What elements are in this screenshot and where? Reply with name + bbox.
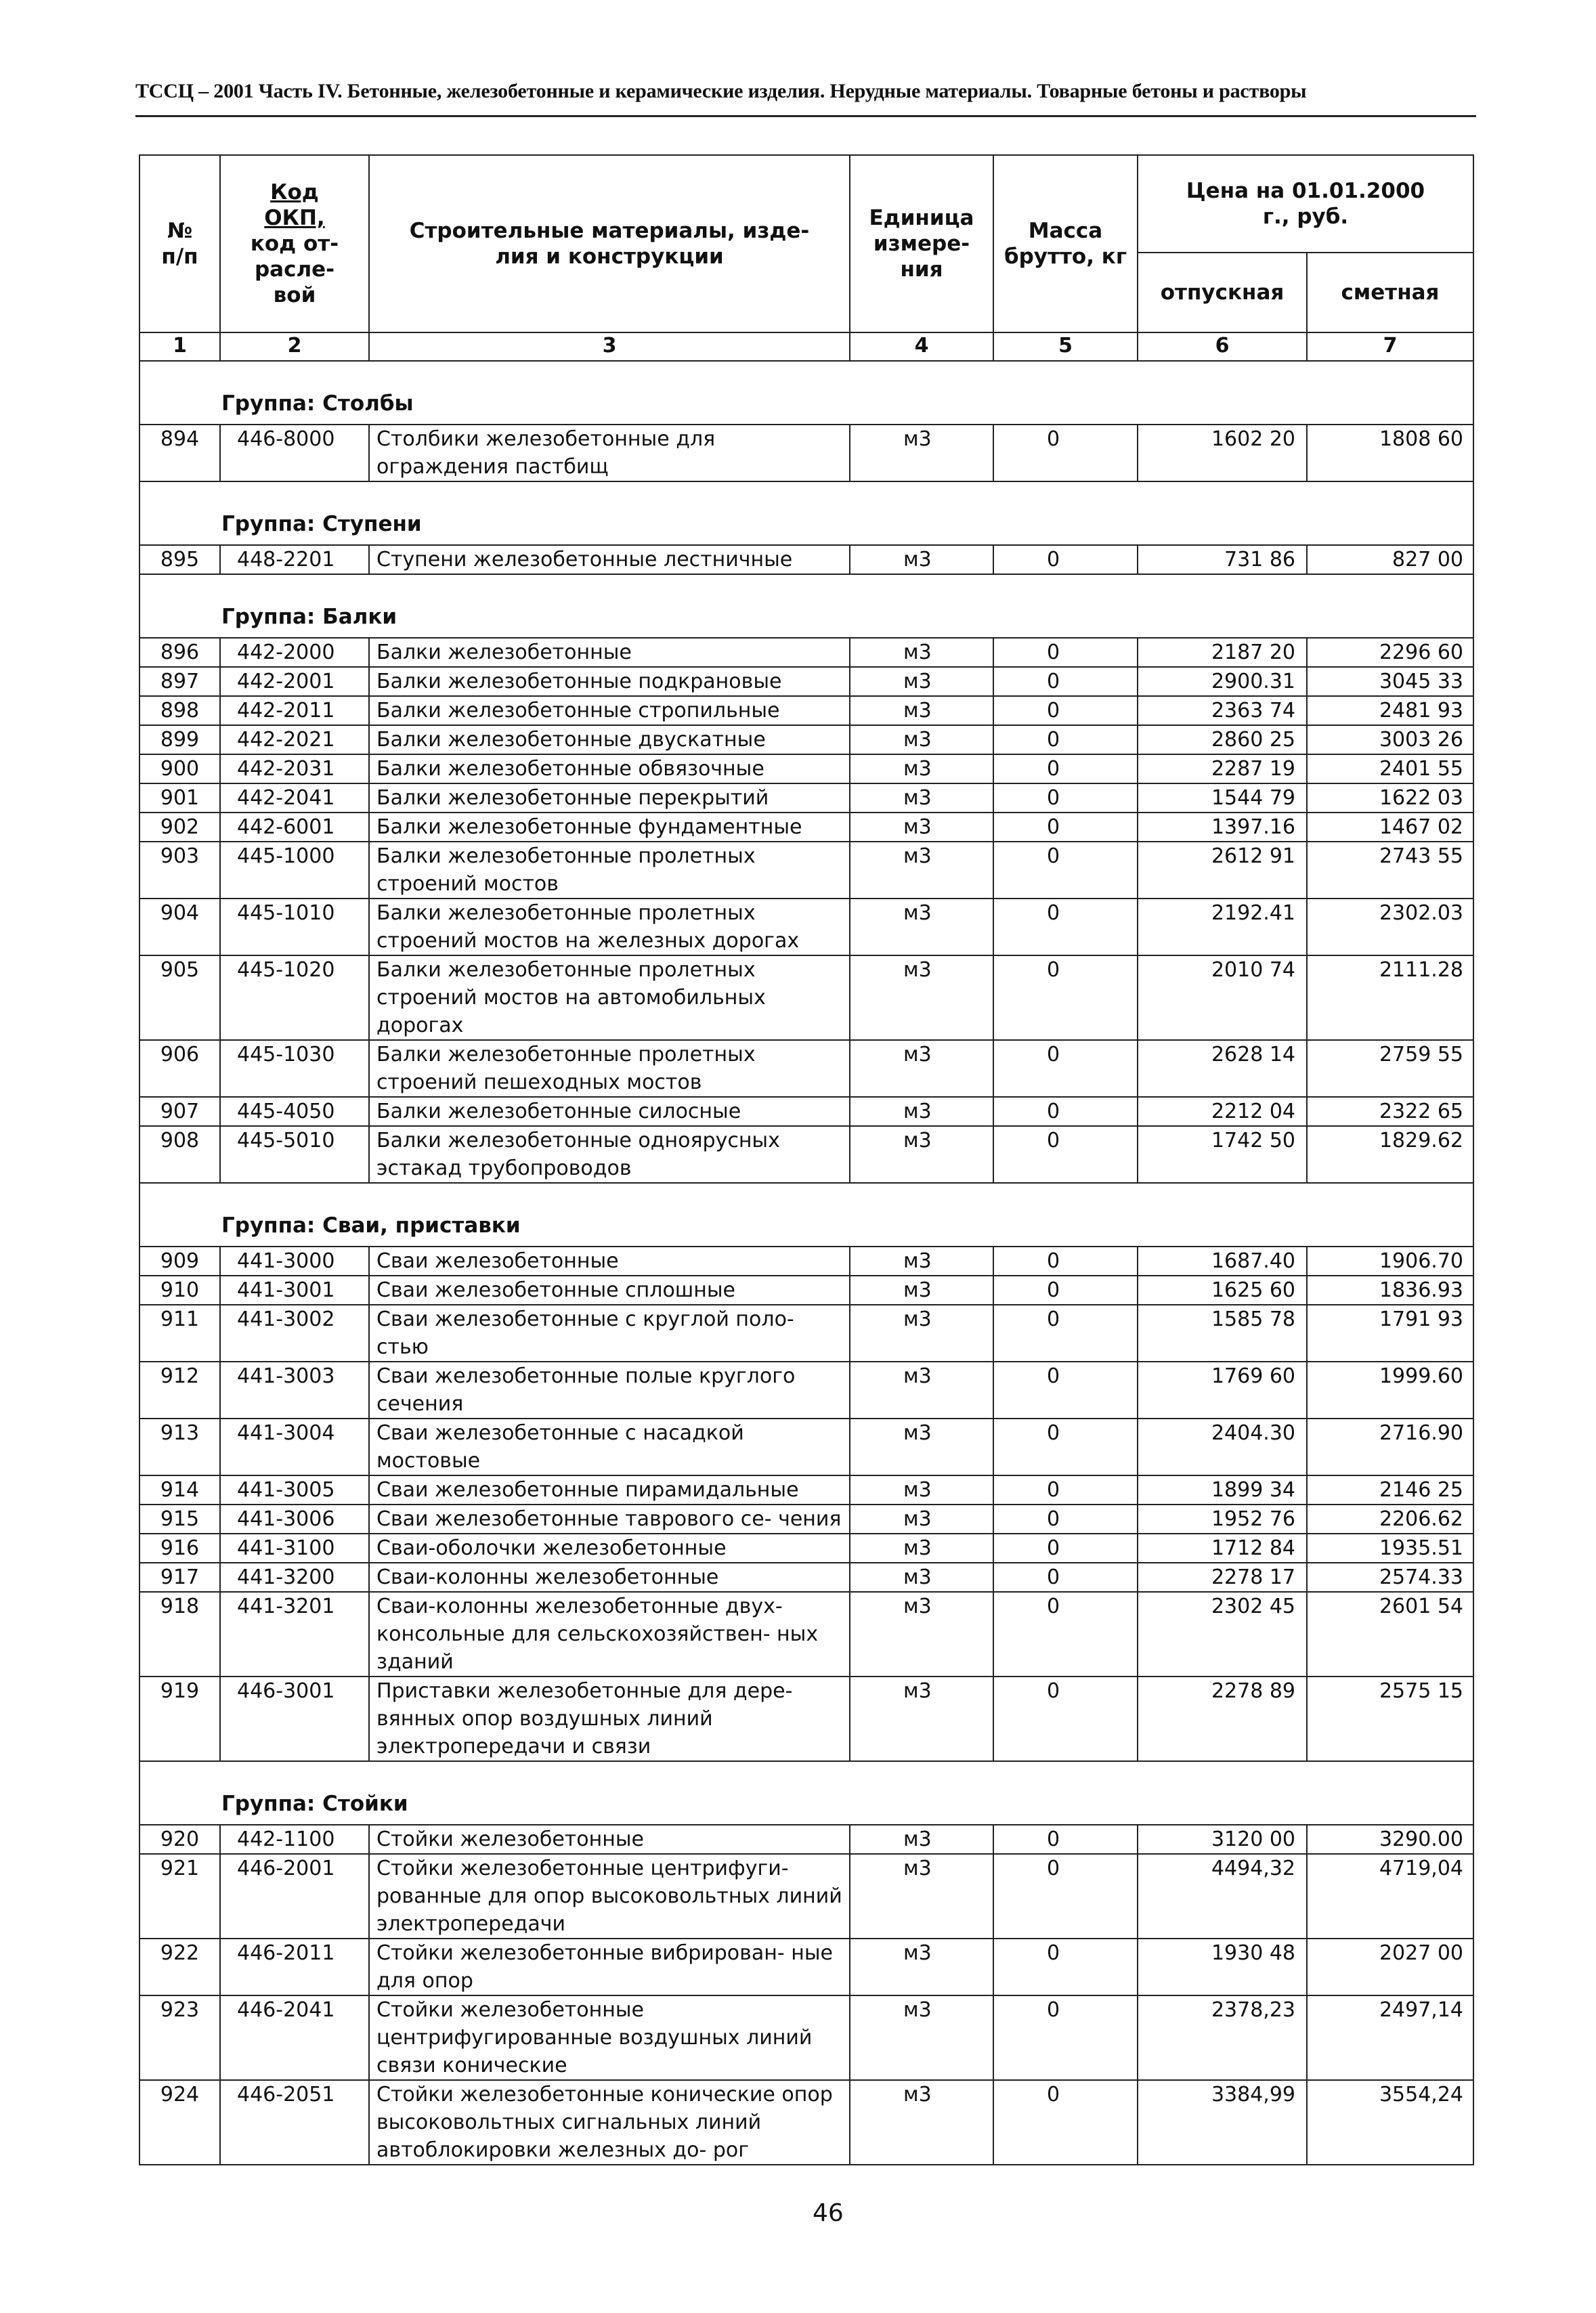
table-row — [139, 545, 1473, 574]
okp-code: 442-2011 — [220, 696, 369, 725]
row-number: 918 — [139, 1592, 220, 1677]
table-row — [139, 1362, 1473, 1419]
unit-of-measure: м3 — [850, 1097, 993, 1126]
row-number: 908 — [139, 1126, 220, 1183]
estimate-price: 2759 55 — [1307, 1040, 1473, 1097]
price-release-header: отпускная — [1138, 253, 1307, 332]
okp-code: 445-1000 — [220, 842, 369, 899]
row-number: 895 — [139, 545, 220, 574]
gross-mass: 0 — [993, 813, 1138, 842]
estimate-price: 3045 33 — [1307, 667, 1473, 696]
estimate-price: 1935.51 — [1307, 1534, 1473, 1563]
column-number: 6 — [1138, 332, 1307, 361]
material-name: Стойки железобетонные центрифуги- рованные для опор высоковольтных линий электропередачи — [369, 1854, 850, 1939]
release-price: 1544 79 — [1138, 783, 1307, 813]
num-column-header — [139, 155, 220, 332]
release-price: 1602 20 — [1138, 425, 1307, 481]
okp-code: 441-3001 — [220, 1276, 369, 1305]
okp-code: 442-2001 — [220, 667, 369, 696]
okp-code: 446-2011 — [220, 1939, 369, 1995]
unit-of-measure: м3 — [850, 899, 993, 955]
release-price: 2010 74 — [1138, 955, 1307, 1040]
okp-code: 442-2000 — [220, 638, 369, 667]
unit-of-measure: м3 — [850, 1505, 993, 1534]
table-row — [139, 725, 1473, 754]
estimate-price: 2027 00 — [1307, 1939, 1473, 1995]
estimate-price: 2206.62 — [1307, 1505, 1473, 1534]
release-price: 2860 25 — [1138, 725, 1307, 754]
okp-code: 441-3201 — [220, 1592, 369, 1677]
table-row — [139, 1854, 1473, 1939]
release-price: 2900.31 — [1138, 667, 1307, 696]
group-title: Группа: Ступени — [139, 481, 1473, 545]
code-header-line-2: ОКП, — [264, 206, 325, 230]
gross-mass: 0 — [993, 2080, 1138, 2165]
code-column-header — [220, 155, 369, 332]
row-number: 898 — [139, 696, 220, 725]
okp-code: 446-2001 — [220, 1854, 369, 1939]
unit-of-measure: м3 — [850, 545, 993, 574]
num-header-line-2: п/п — [161, 244, 198, 269]
material-name: Сваи-оболочки железобетонные — [369, 1534, 850, 1563]
unit-of-measure: м3 — [850, 1126, 993, 1183]
unit-of-measure: м3 — [850, 725, 993, 754]
material-name: Балки железобетонные пролетных строений мостов на железных дорогах — [369, 899, 850, 955]
okp-code: 442-2031 — [220, 754, 369, 783]
material-name: Балки железобетонные обвязочные — [369, 754, 850, 783]
material-name: Сваи железобетонные пирамидальные — [369, 1475, 850, 1505]
table-row — [139, 783, 1473, 813]
unit-of-measure: м3 — [850, 667, 993, 696]
material-name: Балки железобетонные пролетных строений мостов — [369, 842, 850, 899]
okp-code: 448-2201 — [220, 545, 369, 574]
estimate-price: 2296 60 — [1307, 638, 1473, 667]
estimate-price: 2497,14 — [1307, 1995, 1473, 2080]
okp-code: 441-3100 — [220, 1534, 369, 1563]
release-price: 1687.40 — [1138, 1247, 1307, 1276]
estimate-price: 2743 55 — [1307, 842, 1473, 899]
unit-of-measure: м3 — [850, 1419, 993, 1475]
table-row — [139, 667, 1473, 696]
gross-mass: 0 — [993, 754, 1138, 783]
material-name: Сваи железобетонные — [369, 1247, 850, 1276]
okp-code: 445-1030 — [220, 1040, 369, 1097]
table-row — [139, 696, 1473, 725]
material-name: Сваи железобетонные полые круглого сечения — [369, 1362, 850, 1419]
table-row — [139, 2080, 1473, 2165]
gross-mass: 0 — [993, 1563, 1138, 1592]
table-row — [139, 1995, 1473, 2080]
material-name: Балки железобетонные пролетных строений пешеходных мостов — [369, 1040, 850, 1097]
unit-of-measure: м3 — [850, 1995, 993, 2080]
row-number: 910 — [139, 1276, 220, 1305]
price-estimate-header: сметная — [1307, 253, 1473, 332]
okp-code: 441-3003 — [220, 1362, 369, 1419]
code-header-line-1: Код — [270, 180, 319, 204]
row-number: 897 — [139, 667, 220, 696]
estimate-price: 2401 55 — [1307, 754, 1473, 783]
okp-code: 442-1100 — [220, 1825, 369, 1854]
column-number: 4 — [850, 332, 993, 361]
release-price: 1742 50 — [1138, 1126, 1307, 1183]
unit-of-measure: м3 — [850, 1592, 993, 1677]
unit-of-measure: м3 — [850, 638, 993, 667]
release-price: 1585 78 — [1138, 1305, 1307, 1362]
gross-mass: 0 — [993, 1475, 1138, 1505]
material-name: Балки железобетонные фундаментные — [369, 813, 850, 842]
table-row — [139, 1126, 1473, 1183]
row-number: 905 — [139, 955, 220, 1040]
unit-of-measure: м3 — [850, 1362, 993, 1419]
unit-of-measure: м3 — [850, 955, 993, 1040]
code-header-line-5: вой — [273, 283, 316, 307]
material-name: Балки железобетонные перекрытий — [369, 783, 850, 813]
gross-mass: 0 — [993, 1419, 1138, 1475]
gross-mass: 0 — [993, 696, 1138, 725]
row-number: 901 — [139, 783, 220, 813]
estimate-price: 3003 26 — [1307, 725, 1473, 754]
table-row — [139, 899, 1473, 955]
gross-mass: 0 — [993, 1305, 1138, 1362]
okp-code: 445-1020 — [220, 955, 369, 1040]
row-number: 924 — [139, 2080, 220, 2165]
table-row — [139, 1040, 1473, 1097]
column-number: 5 — [993, 332, 1138, 361]
release-price: 2628 14 — [1138, 1040, 1307, 1097]
row-number: 904 — [139, 899, 220, 955]
unit-of-measure: м3 — [850, 1040, 993, 1097]
gross-mass: 0 — [993, 842, 1138, 899]
num-header-line-1: № — [167, 219, 193, 243]
gross-mass: 0 — [993, 1362, 1138, 1419]
estimate-price: 2481 93 — [1307, 696, 1473, 725]
gross-mass: 0 — [993, 1505, 1138, 1534]
row-number: 922 — [139, 1939, 220, 1995]
gross-mass: 0 — [993, 1592, 1138, 1677]
table-row — [139, 425, 1473, 481]
okp-code: 441-3006 — [220, 1505, 369, 1534]
release-price: 3120 00 — [1138, 1825, 1307, 1854]
group-title: Группа: Стойки — [139, 1761, 1473, 1825]
estimate-price: 2574.33 — [1307, 1563, 1473, 1592]
okp-code: 445-1010 — [220, 899, 369, 955]
material-name: Сваи железобетонные таврового се- чения — [369, 1505, 850, 1534]
unit-of-measure: м3 — [850, 1677, 993, 1761]
gross-mass: 0 — [993, 1854, 1138, 1939]
row-number: 902 — [139, 813, 220, 842]
table-row — [139, 638, 1473, 667]
table-row — [139, 1247, 1473, 1276]
table-row — [139, 813, 1473, 842]
unit-of-measure: м3 — [850, 1247, 993, 1276]
gross-mass: 0 — [993, 1677, 1138, 1761]
okp-code: 442-6001 — [220, 813, 369, 842]
release-price: 2278 17 — [1138, 1563, 1307, 1592]
estimate-price: 1791 93 — [1307, 1305, 1473, 1362]
row-number: 914 — [139, 1475, 220, 1505]
row-number: 913 — [139, 1419, 220, 1475]
estimate-price: 2716.90 — [1307, 1419, 1473, 1475]
estimate-price: 2601 54 — [1307, 1592, 1473, 1677]
release-price: 3384,99 — [1138, 2080, 1307, 2165]
release-price: 2212 04 — [1138, 1097, 1307, 1126]
table-row — [139, 1419, 1473, 1475]
okp-code: 441-3005 — [220, 1475, 369, 1505]
gross-mass: 0 — [993, 1825, 1138, 1854]
column-number: 7 — [1307, 332, 1473, 361]
estimate-price: 4719,04 — [1307, 1854, 1473, 1939]
release-price: 2378,23 — [1138, 1995, 1307, 2080]
okp-code: 441-3000 — [220, 1247, 369, 1276]
table-row — [139, 1505, 1473, 1534]
row-number: 916 — [139, 1534, 220, 1563]
unit-column-header: Единица измере- ния — [850, 155, 993, 332]
table-row — [139, 955, 1473, 1040]
table-row — [139, 1276, 1473, 1305]
release-price: 2612 91 — [1138, 842, 1307, 899]
row-number: 899 — [139, 725, 220, 754]
release-price: 1952 76 — [1138, 1505, 1307, 1534]
release-price: 1397.16 — [1138, 813, 1307, 842]
material-name: Балки железобетонные стропильные — [369, 696, 850, 725]
row-number: 909 — [139, 1247, 220, 1276]
material-name: Балки железобетонные одноярусных эстакад трубопроводов — [369, 1126, 850, 1183]
release-price: 731 86 — [1138, 545, 1307, 574]
okp-code: 442-2041 — [220, 783, 369, 813]
gross-mass: 0 — [993, 725, 1138, 754]
page-number: 46 — [813, 2199, 844, 2227]
estimate-price: 1836.93 — [1307, 1276, 1473, 1305]
release-price: 2278 89 — [1138, 1677, 1307, 1761]
material-name: Сваи железобетонные с насадкой мостовые — [369, 1419, 850, 1475]
row-number: 912 — [139, 1362, 220, 1419]
group-row — [139, 481, 1473, 545]
estimate-price: 2302.03 — [1307, 899, 1473, 955]
group-row — [139, 1183, 1473, 1247]
gross-mass: 0 — [993, 638, 1138, 667]
estimate-price: 1467 02 — [1307, 813, 1473, 842]
okp-code: 446-3001 — [220, 1677, 369, 1761]
unit-of-measure: м3 — [850, 1475, 993, 1505]
gross-mass: 0 — [993, 1247, 1138, 1276]
estimate-price: 1999.60 — [1307, 1362, 1473, 1419]
row-number: 900 — [139, 754, 220, 783]
unit-of-measure: м3 — [850, 1534, 993, 1563]
material-name: Сваи железобетонные сплошные — [369, 1276, 850, 1305]
row-number: 921 — [139, 1854, 220, 1939]
gross-mass: 0 — [993, 1939, 1138, 1995]
estimate-price: 2322 65 — [1307, 1097, 1473, 1126]
okp-code: 446-2041 — [220, 1995, 369, 2080]
unit-of-measure: м3 — [850, 2080, 993, 2165]
unit-of-measure: м3 — [850, 425, 993, 481]
material-name: Столбики железобетонные для ограждения пастбищ — [369, 425, 850, 481]
okp-code: 441-3200 — [220, 1563, 369, 1592]
unit-of-measure: м3 — [850, 1563, 993, 1592]
column-number-row — [139, 332, 1473, 361]
release-price: 4494,32 — [1138, 1854, 1307, 1939]
table-row — [139, 754, 1473, 783]
row-number: 915 — [139, 1505, 220, 1534]
material-name: Балки железобетонные — [369, 638, 850, 667]
table-row — [139, 842, 1473, 899]
estimate-price: 1906.70 — [1307, 1247, 1473, 1276]
price-table — [139, 154, 1474, 2165]
estimate-price: 827 00 — [1307, 545, 1473, 574]
gross-mass: 0 — [993, 1276, 1138, 1305]
estimate-price: 3554,24 — [1307, 2080, 1473, 2165]
release-price: 2287 19 — [1138, 754, 1307, 783]
gross-mass: 0 — [993, 1097, 1138, 1126]
unit-of-measure: м3 — [850, 813, 993, 842]
gross-mass: 0 — [993, 1995, 1138, 2080]
row-number: 906 — [139, 1040, 220, 1097]
column-number: 3 — [369, 332, 850, 361]
release-price: 2192.41 — [1138, 899, 1307, 955]
column-number: 2 — [220, 332, 369, 361]
okp-code: 446-8000 — [220, 425, 369, 481]
material-name: Стойки железобетонные вибрирован- ные для опор — [369, 1939, 850, 1995]
gross-mass: 0 — [993, 425, 1138, 481]
group-title: Группа: Сваи, приставки — [139, 1183, 1473, 1247]
material-name: Стойки железобетонные центрифугированные воздушных линий связи конические — [369, 1995, 850, 2080]
material-name: Балки железобетонные силосные — [369, 1097, 850, 1126]
release-price: 1625 60 — [1138, 1276, 1307, 1305]
estimate-price: 1808 60 — [1307, 425, 1473, 481]
estimate-price: 1829.62 — [1307, 1126, 1473, 1183]
table-row — [139, 1475, 1473, 1505]
gross-mass: 0 — [993, 783, 1138, 813]
row-number: 903 — [139, 842, 220, 899]
row-number: 920 — [139, 1825, 220, 1854]
group-title: Группа: Столбы — [139, 361, 1473, 425]
row-number: 907 — [139, 1097, 220, 1126]
table-row — [139, 1534, 1473, 1563]
okp-code: 446-2051 — [220, 2080, 369, 2165]
okp-code: 441-3004 — [220, 1419, 369, 1475]
unit-of-measure: м3 — [850, 1854, 993, 1939]
unit-of-measure: м3 — [850, 696, 993, 725]
code-header-line-3: код от- — [250, 232, 339, 256]
okp-code: 442-2021 — [220, 725, 369, 754]
unit-of-measure: м3 — [850, 1305, 993, 1362]
okp-code: 441-3002 — [220, 1305, 369, 1362]
gross-mass: 0 — [993, 1126, 1138, 1183]
estimate-price: 3290.00 — [1307, 1825, 1473, 1854]
release-price: 1899 34 — [1138, 1475, 1307, 1505]
material-name: Балки железобетонные двускатные — [369, 725, 850, 754]
estimate-price: 1622 03 — [1307, 783, 1473, 813]
mass-column-header: Масса брутто, кг — [993, 155, 1138, 332]
release-price: 1769 60 — [1138, 1362, 1307, 1419]
okp-code: 445-5010 — [220, 1126, 369, 1183]
estimate-price: 2575 15 — [1307, 1677, 1473, 1761]
gross-mass: 0 — [993, 667, 1138, 696]
release-price: 1930 48 — [1138, 1939, 1307, 1995]
group-row — [139, 1761, 1473, 1825]
release-price: 2302 45 — [1138, 1592, 1307, 1677]
material-name: Сваи-колонны железобетонные — [369, 1563, 850, 1592]
estimate-price: 2111.28 — [1307, 955, 1473, 1040]
table-body — [139, 361, 1473, 2165]
table-row — [139, 1825, 1473, 1854]
unit-of-measure: м3 — [850, 754, 993, 783]
table-row — [139, 1305, 1473, 1362]
release-price: 1712 84 — [1138, 1534, 1307, 1563]
group-title: Группа: Балки — [139, 574, 1473, 638]
row-number: 896 — [139, 638, 220, 667]
row-number: 917 — [139, 1563, 220, 1592]
row-number: 923 — [139, 1995, 220, 2080]
name-column-header: Строительные материалы, изде- лия и конструкции — [369, 155, 850, 332]
material-name: Сваи-колонны железобетонные двух- консольные для сельскохозяйствен- ных зданий — [369, 1592, 850, 1677]
release-price: 2363 74 — [1138, 696, 1307, 725]
material-name: Стойки железобетонные — [369, 1825, 850, 1854]
unit-of-measure: м3 — [850, 783, 993, 813]
row-number: 911 — [139, 1305, 220, 1362]
release-price: 2187 20 — [1138, 638, 1307, 667]
header-rule — [135, 115, 1476, 117]
material-name: Балки железобетонные подкрановые — [369, 667, 850, 696]
group-row — [139, 574, 1473, 638]
material-name: Ступени железобетонные лестничные — [369, 545, 850, 574]
material-name: Сваи железобетонные с круглой поло- стью — [369, 1305, 850, 1362]
gross-mass: 0 — [993, 545, 1138, 574]
material-name: Балки железобетонные пролетных строений мостов на автомобильных дорогах — [369, 955, 850, 1040]
okp-code: 445-4050 — [220, 1097, 369, 1126]
gross-mass: 0 — [993, 1534, 1138, 1563]
estimate-price: 2146 25 — [1307, 1475, 1473, 1505]
gross-mass: 0 — [993, 899, 1138, 955]
table-row — [139, 1097, 1473, 1126]
gross-mass: 0 — [993, 1040, 1138, 1097]
table-row — [139, 1592, 1473, 1677]
row-number: 894 — [139, 425, 220, 481]
table-row — [139, 1939, 1473, 1995]
column-number: 1 — [139, 332, 220, 361]
gross-mass: 0 — [993, 955, 1138, 1040]
release-price: 2404.30 — [1138, 1419, 1307, 1475]
unit-of-measure: м3 — [850, 1276, 993, 1305]
table-row — [139, 1677, 1473, 1761]
material-name: Стойки железобетонные конические опор высоковольтных сигнальных линий автоблокировки железных до- рог — [369, 2080, 850, 2165]
page-header: ТССЦ – 2001 Часть IV. Бетонные, железобетонные и керамические изделия. Нерудные материалы. Товарные бетоны и растворы — [135, 80, 1307, 102]
group-row — [139, 361, 1473, 425]
material-name: Приставки железобетонные для дере- вянных опор воздушных линий электропередачи и связи — [369, 1677, 850, 1761]
unit-of-measure: м3 — [850, 1825, 993, 1854]
price-group-header: Цена на 01.01.2000 г., руб. — [1138, 155, 1473, 253]
row-number: 919 — [139, 1677, 220, 1761]
unit-of-measure: м3 — [850, 842, 993, 899]
code-header-line-4: расле- — [254, 257, 335, 282]
table-row — [139, 1563, 1473, 1592]
unit-of-measure: м3 — [850, 1939, 993, 1995]
